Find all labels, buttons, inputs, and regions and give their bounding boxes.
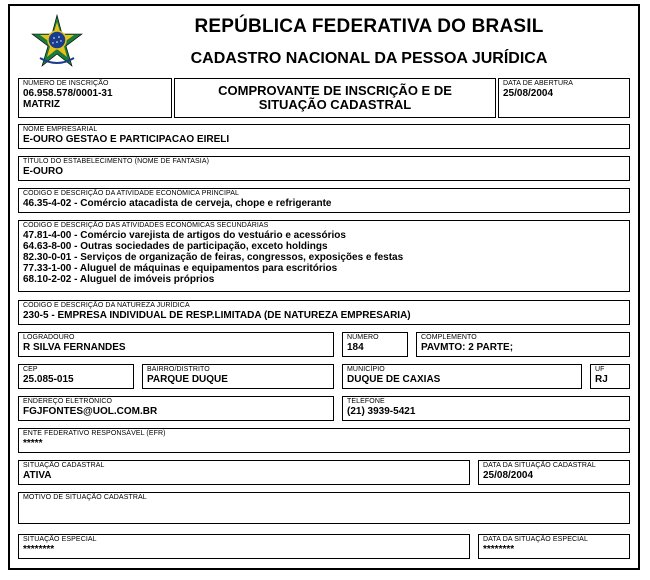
- complemento-value: PAVMTO: 2 PARTE;: [421, 342, 514, 353]
- atividade-principal-label: CÓDIGO E DESCRIÇÃO DA ATIVIDADE ECONÔMICA PRINCIPAL: [23, 190, 240, 197]
- data-situacao-especial-box: [478, 534, 630, 559]
- atividades-secundarias-box: [18, 220, 630, 292]
- email-value: FGJFONTES@UOL.COM.BR: [23, 406, 158, 417]
- bairro-value: PARQUE DUQUE: [147, 374, 228, 385]
- nome-empresarial-box: [18, 124, 630, 149]
- data-situacao-especial-label: DATA DA SITUAÇÃO ESPECIAL: [483, 536, 588, 543]
- fantasia-label: TÍTULO DO ESTABELECIMENTO (NOME DE FANTASIA): [23, 158, 210, 165]
- data-situacao-label: DATA DA SITUAÇÃO CADASTRAL: [483, 462, 596, 469]
- data-situacao-especial-value: ********: [483, 544, 515, 555]
- natureza-juridica-box: [18, 300, 630, 325]
- complemento-box: [416, 332, 630, 357]
- comprovante-title-line2: SITUAÇÃO CADASTRAL: [258, 97, 412, 112]
- inscricao-number: 06.958.578/0001-31: [23, 88, 113, 99]
- abertura-box: [498, 78, 630, 118]
- atividade-principal-box: [18, 188, 630, 213]
- uf-box: [590, 364, 630, 389]
- numero-box: [342, 332, 408, 357]
- fantasia-box: [18, 156, 630, 181]
- situacao-cadastral-box: [18, 460, 470, 485]
- telefone-value: (21) 3939-5421: [347, 406, 416, 417]
- page-title: REPÚBLICA FEDERATIVA DO BRASIL: [194, 16, 544, 37]
- abertura-value: 25/08/2004: [503, 88, 554, 99]
- situacao-especial-box: [18, 534, 470, 559]
- email-label: ENDEREÇO ELETRÔNICO: [23, 398, 113, 405]
- inscricao-box: [18, 78, 172, 118]
- cep-box: [18, 364, 134, 389]
- comprovante-title-line1: COMPROVANTE DE INSCRIÇÃO E DE: [218, 83, 452, 98]
- bairro-label: BAIRRO/DISTRITO: [147, 366, 210, 373]
- situacao-cadastral-label: SITUAÇÃO CADASTRAL: [23, 462, 105, 469]
- telefone-box: [342, 396, 630, 421]
- inscricao-label: NÚMERO DE INSCRIÇÃO: [23, 80, 109, 87]
- cep-label: CEP: [23, 366, 38, 373]
- natureza-juridica-label: CÓDIGO E DESCRIÇÃO DA NATUREZA JURÍDICA: [23, 302, 190, 309]
- efr-value: *****: [23, 438, 43, 449]
- email-box: [18, 396, 334, 421]
- complemento-label: COMPLEMENTO: [421, 334, 477, 341]
- nome-empresarial-label: NOME EMPRESARIAL: [23, 126, 98, 133]
- comprovante-title-box: [174, 78, 496, 118]
- page-subtitle: CADASTRO NACIONAL DA PESSOA JURÍDICA: [190, 50, 548, 67]
- bairro-box: [142, 364, 334, 389]
- data-situacao-box: [478, 460, 630, 485]
- numero-value: 184: [347, 342, 364, 353]
- motivo-label: MOTIVO DE SITUAÇÃO CADASTRAL: [23, 494, 147, 501]
- logradouro-label: LOGRADOURO: [23, 334, 75, 341]
- document-frame: [8, 4, 640, 570]
- atividade-secundaria-item: 47.81-4-00 - Comércio varejista de artigos do vestuário e acessórios: [23, 230, 346, 241]
- municipio-label: MUNICÍPIO: [347, 366, 385, 373]
- atividade-secundaria-item: 64.63-8-00 - Outras sociedades de participação, exceto holdings: [23, 241, 328, 252]
- efr-label: ENTE FEDERATIVO RESPONSÁVEL (EFR): [23, 430, 166, 437]
- uf-label: UF: [595, 366, 605, 373]
- logradouro-value: R SILVA FERNANDES: [23, 342, 126, 353]
- atividade-secundaria-item: 77.33-1-00 - Aluguel de máquinas e equipamentos para escritórios: [23, 263, 338, 274]
- situacao-cadastral-value: ATIVA: [23, 470, 52, 481]
- situacao-especial-value: ********: [23, 544, 55, 555]
- abertura-label: DATA DE ABERTURA: [503, 80, 574, 87]
- atividade-secundaria-item: 68.10-2-02 - Aluguel de imóveis próprios: [23, 274, 215, 285]
- atividade-principal-value: 46.35-4-02 - Comércio atacadista de cerveja, chope e refrigerante: [23, 198, 332, 209]
- municipio-box: [342, 364, 582, 389]
- numero-label: NÚMERO: [347, 334, 379, 341]
- telefone-label: TELEFONE: [347, 398, 385, 405]
- brasao-seal-icon: [30, 14, 84, 68]
- uf-value: RJ: [595, 374, 608, 385]
- data-situacao-value: 25/08/2004: [483, 470, 534, 481]
- situacao-especial-label: SITUAÇÃO ESPECIAL: [23, 536, 97, 543]
- nome-empresarial-value: E-OURO GESTAO E PARTICIPACAO EIRELI: [23, 134, 230, 145]
- fantasia-value: E-OURO: [23, 166, 63, 177]
- natureza-juridica-value: 230-5 - EMPRESA INDIVIDUAL DE RESP.LIMITADA (DE NATUREZA EMPRESARIA): [23, 310, 411, 321]
- efr-box: [18, 428, 630, 453]
- atividades-secundarias-label: CÓDIGO E DESCRIÇÃO DAS ATIVIDADES ECONÔMICAS SECUNDÁRIAS: [23, 222, 269, 229]
- atividade-secundaria-item: 82.30-0-01 - Serviços de organização de feiras, congressos, exposições e festas: [23, 252, 404, 263]
- inscricao-type: MATRIZ: [23, 99, 61, 110]
- municipio-value: DUQUE DE CAXIAS: [347, 374, 441, 385]
- motivo-box: [18, 492, 630, 524]
- logradouro-box: [18, 332, 334, 357]
- cep-value: 25.085-015: [23, 374, 74, 385]
